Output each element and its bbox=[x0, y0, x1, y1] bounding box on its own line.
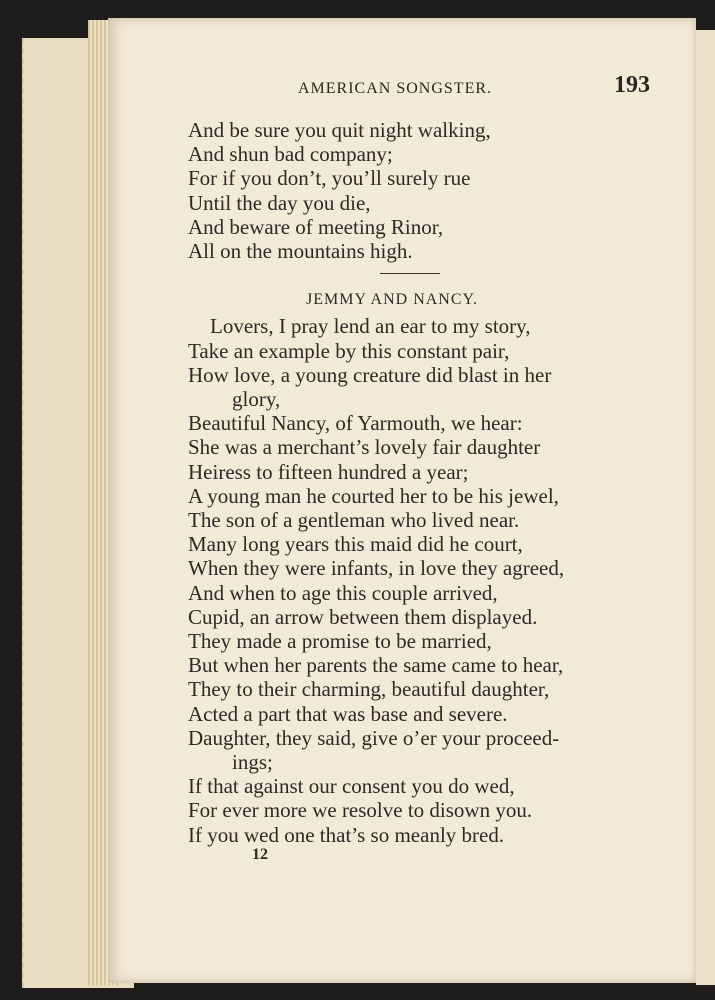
signature-mark: 12 bbox=[252, 846, 268, 863]
text-line: Lovers, I pray lend an ear to my story, bbox=[210, 314, 531, 339]
text-line: And beware of meeting Rinor, bbox=[188, 214, 444, 239]
text-line: glory, bbox=[232, 387, 281, 412]
text-line: Many long years this maid did he court, bbox=[188, 532, 523, 557]
text-line: A young man he courted her to be his jewel, bbox=[188, 483, 559, 508]
page-text bbox=[188, 118, 668, 847]
page-number: 193 bbox=[614, 72, 650, 98]
text-line: Take an example by this constant pair, bbox=[188, 338, 510, 363]
text-line: They made a promise to be married, bbox=[188, 629, 492, 654]
text-line: Acted a part that was base and severe. bbox=[188, 701, 508, 726]
text-line: ings; bbox=[232, 750, 273, 775]
text-line: If that against our consent you do wed, bbox=[188, 774, 515, 799]
text-line: Cupid, an arrow between them displayed. bbox=[188, 604, 538, 629]
text-line: And when to age this couple arrived, bbox=[188, 580, 498, 605]
text-line: Beautiful Nancy, of Yarmouth, we hear: bbox=[188, 411, 523, 436]
text-line: But when her parents the same came to hear, bbox=[188, 653, 564, 678]
text-line: And shun bad company; bbox=[188, 142, 393, 167]
text-line: And be sure you quit night walking, bbox=[188, 118, 491, 142]
text-line: Daughter, they said, give o’er your proceed- bbox=[188, 725, 560, 750]
text-line: For ever more we resolve to disown you. bbox=[188, 798, 533, 823]
section-divider bbox=[380, 273, 440, 274]
text-line: Until the day you die, bbox=[188, 190, 371, 215]
poem-title: JEMMY AND NANCY. bbox=[306, 291, 479, 309]
text-line: For if you don’t, you’ll surely rue bbox=[188, 166, 471, 191]
text-line: They to their charming, beautiful daughter, bbox=[188, 677, 550, 702]
text-line: The son of a gentleman who lived near. bbox=[188, 508, 520, 533]
text-line: All on the mountains high. bbox=[188, 239, 413, 264]
running-title: AMERICAN SONGSTER. bbox=[298, 80, 493, 97]
text-line: She was a merchant’s lovely fair daughter bbox=[188, 435, 541, 460]
text-line: How love, a young creature did blast in her bbox=[188, 362, 552, 387]
page-header bbox=[190, 72, 650, 102]
text-line: When they were infants, in love they agreed, bbox=[188, 556, 565, 581]
text-line: If you wed one that’s so meanly bred. bbox=[188, 822, 505, 847]
next-page-edge bbox=[696, 30, 715, 985]
text-line: Heiress to fifteen hundred a year; bbox=[188, 459, 469, 484]
